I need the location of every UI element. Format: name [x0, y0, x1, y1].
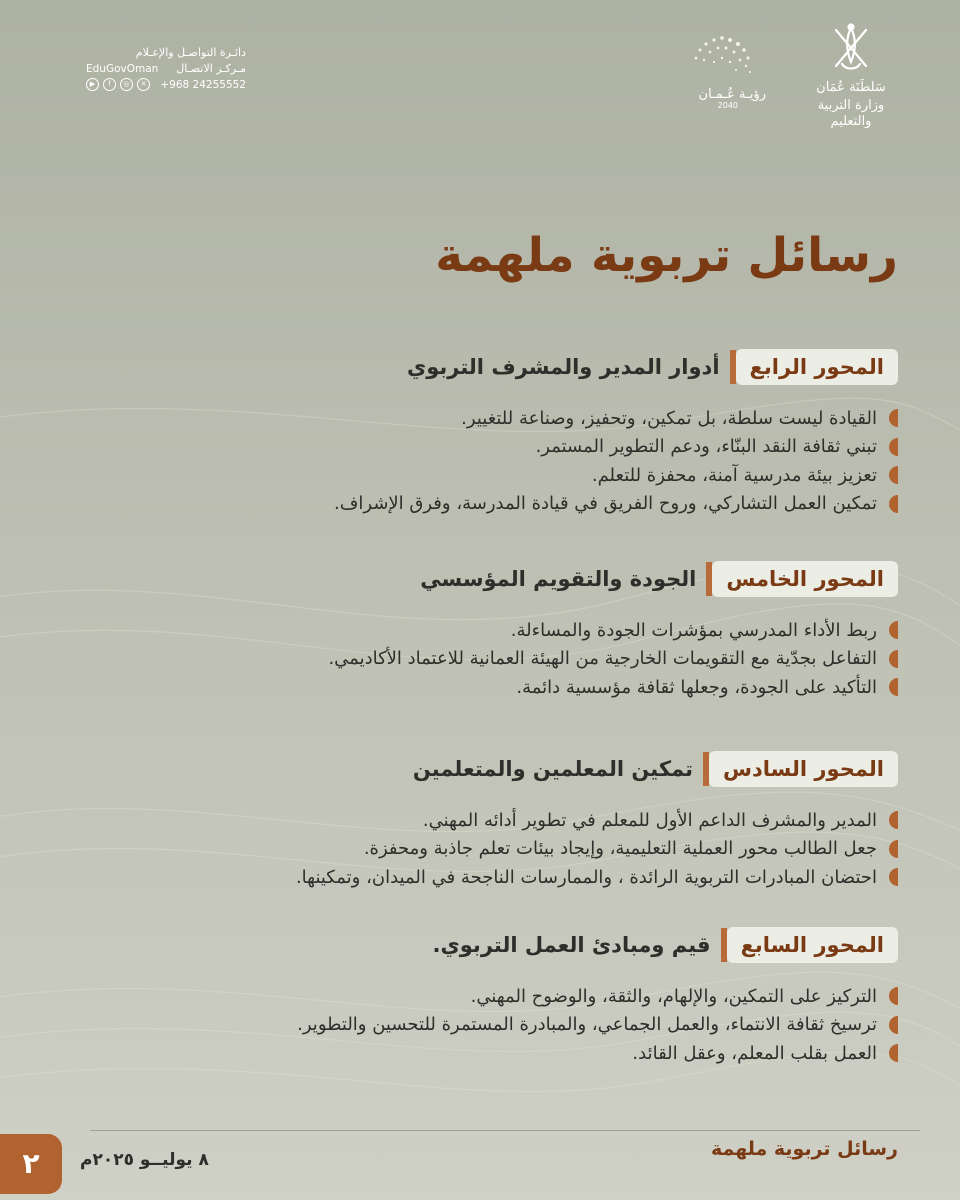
list-item-text: تمكين العمل التشاركي، وروح الفريق في قيادة المدرسة، وفرق الإشراف. — [334, 493, 877, 515]
phone-number[interactable]: +968 24255552 — [160, 78, 246, 91]
section-sixth-axis — [58, 750, 898, 892]
list-item-text: ربط الأداء المدرسي بمؤشرات الجودة والمساءلة. — [510, 619, 877, 641]
section-label: المحور السادس — [709, 751, 898, 787]
section-seventh-axis — [58, 926, 898, 1068]
section-header — [58, 348, 898, 386]
section-title: الجودة والتقويم المؤسسي — [420, 567, 697, 591]
vision-year: 2040 — [717, 101, 738, 110]
bullet-marker-icon — [889, 438, 898, 456]
youtube-icon[interactable]: ▶ — [86, 78, 99, 91]
bullet-marker-icon — [889, 1044, 898, 1062]
bullet-list — [58, 806, 898, 892]
instagram-icon[interactable]: ◎ — [120, 78, 133, 91]
page-title: رسائل تربوية ملهمة — [435, 228, 898, 283]
ministry-logo — [806, 22, 896, 130]
list-item — [58, 1011, 898, 1040]
list-item — [58, 461, 898, 490]
center-row — [86, 62, 246, 76]
list-item — [58, 835, 898, 864]
section-header — [58, 926, 898, 964]
bullet-marker-icon — [889, 466, 898, 484]
bullet-marker-icon — [889, 868, 898, 886]
list-item-text: ترسيخ ثقافة الانتماء، والعمل الجماعي، والمبادرة المستمرة للتحسين والتطوير. — [297, 1014, 877, 1036]
bullet-list — [58, 982, 898, 1068]
section-divider-bar — [706, 562, 712, 596]
list-item — [58, 490, 898, 519]
list-item-text: تعزيز بيئة مدرسية آمنة، محفزة للتعلم. — [591, 464, 877, 486]
bullet-marker-icon — [889, 495, 898, 513]
bullet-marker-icon — [889, 621, 898, 639]
vision-text: رؤيـة عُـمـان — [698, 87, 766, 102]
section-fifth-axis — [58, 560, 898, 702]
section-divider-bar — [703, 752, 709, 786]
list-item-text: المدير والمشرف الداعم الأول للمعلم في تطوير أدائه المهني. — [422, 809, 877, 831]
list-item-text: التفاعل بجدّية مع التقويمات الخارجية من الهيئة العمانية للاعتماد الأكاديمي. — [328, 648, 877, 670]
oman-vision-2040-logo — [660, 20, 780, 110]
list-item — [58, 806, 898, 835]
bullet-marker-icon — [889, 409, 898, 427]
footer-divider — [90, 1130, 920, 1131]
section-label: المحور الخامس — [712, 561, 898, 597]
section-label: المحور الرابع — [736, 349, 898, 385]
section-header — [58, 560, 898, 598]
list-item — [58, 863, 898, 892]
bullet-list — [58, 616, 898, 702]
list-item — [58, 645, 898, 674]
section-header — [58, 750, 898, 788]
section-title: قيم ومبادئ العمل التربوي. — [432, 933, 711, 957]
ministry-name-line2: وزارة التربية والتعليم — [817, 98, 885, 129]
department-contact-block — [86, 46, 246, 91]
page-number-badge: ٢ — [0, 1134, 62, 1194]
list-item-text: احتضان المبادرات التربوية الرائدة ، والممارسات الناجحة في الميدان، وتمكينها. — [295, 866, 877, 888]
list-item-text: العمل بقلب المعلم، وعقل القائد. — [632, 1042, 877, 1064]
facebook-icon[interactable]: f — [103, 78, 116, 91]
section-fourth-axis — [58, 348, 898, 518]
bullet-marker-icon — [889, 678, 898, 696]
list-item — [58, 982, 898, 1011]
bullet-marker-icon — [889, 811, 898, 829]
center-name: مـركـز الاتصـال — [176, 62, 246, 75]
list-item — [58, 616, 898, 645]
list-item — [58, 673, 898, 702]
contact-row — [86, 78, 246, 91]
footer-date: ٨ يوليــو ٢٠٢٥م — [80, 1150, 209, 1170]
bullet-marker-icon — [889, 987, 898, 1005]
bullet-marker-icon — [889, 650, 898, 668]
list-item-text: تبني ثقافة النقد البنّاء، ودعم التطوير المستمر. — [535, 436, 877, 458]
list-item — [58, 404, 898, 433]
section-label: المحور السابع — [727, 927, 898, 963]
x-icon[interactable]: ✕ — [137, 78, 150, 91]
list-item-text: التركيز على التمكين، والإلهام، والثقة، والوضوح المهني. — [470, 985, 877, 1007]
section-divider-bar — [721, 928, 727, 962]
section-title: أدوار المدير والمشرف التربوي — [406, 355, 720, 379]
oman-emblem-icon — [828, 22, 874, 74]
bullet-marker-icon — [889, 1016, 898, 1034]
section-divider-bar — [730, 350, 736, 384]
list-item-text: جعل الطالب محور العملية التعليمية، وإيجاد بيئات تعلم جاذبة ومحفزة. — [363, 838, 877, 860]
footer-title: رسائل تربوية ملهمة — [710, 1138, 898, 1160]
section-title: تمكين المعلمين والمتعلمين — [412, 757, 694, 781]
bullet-list — [58, 404, 898, 518]
list-item — [58, 433, 898, 462]
social-handle[interactable]: EduGovOman — [86, 63, 159, 75]
department-name: دائـرة التواصـل والإعـلام — [135, 46, 246, 59]
bullet-marker-icon — [889, 840, 898, 858]
list-item — [58, 1039, 898, 1068]
list-item-text: القيادة ليست سلطة، بل تمكين، وتحفيز، وصناعة للتغيير. — [461, 407, 877, 429]
social-icons — [86, 78, 150, 91]
list-item-text: التأكيد على الجودة، وجعلها ثقافة مؤسسية دائمة. — [516, 676, 877, 698]
ministry-name-line1: سَلطَنَة عُمَان — [816, 80, 886, 95]
